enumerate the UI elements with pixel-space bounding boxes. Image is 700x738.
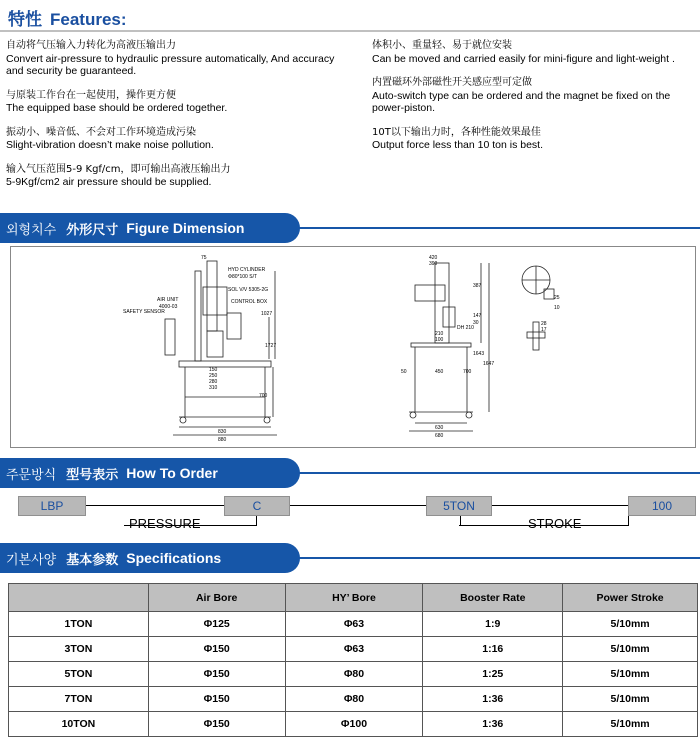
- section-title-zh: 型号表示: [66, 467, 119, 483]
- label-dim-680: 680: [435, 433, 444, 439]
- table-cell: Φ150: [148, 712, 285, 737]
- section-pill: [0, 543, 300, 573]
- table-cell: 5/10mm: [563, 612, 698, 637]
- code-capacity: 5TON: [426, 496, 492, 516]
- label-air-unit-no: 4000-03: [159, 304, 178, 310]
- table-row: [9, 612, 698, 637]
- label-dim-147: 147: [473, 313, 482, 319]
- label-stroke: STROKE: [528, 516, 582, 531]
- section-title-ko: 기본사양: [6, 552, 57, 568]
- label-dim-25: 25: [554, 295, 560, 301]
- table-cell: 5TON: [9, 662, 149, 687]
- code-series: LBP: [18, 496, 86, 516]
- feature-item: [372, 40, 692, 65]
- section-title-en: How To Order: [126, 465, 218, 481]
- code-stroke: 100: [628, 496, 696, 516]
- label-dim-150: 150: [209, 367, 218, 373]
- label-dim-17: 17: [541, 327, 547, 333]
- label-dim-450: 450: [435, 369, 444, 375]
- table-row: [9, 687, 698, 712]
- header-cell: Air Bore: [148, 584, 285, 612]
- table-cell: 3TON: [9, 637, 149, 662]
- table-cell: Φ150: [148, 637, 285, 662]
- feature-zh: 体积小、重量轻、易于就位安装: [372, 40, 512, 51]
- label-dim-1647: 1647: [483, 361, 495, 367]
- feature-en: 5-9Kgf/cm2 air pressure should be supplied.: [6, 176, 212, 188]
- front-cylinder: [207, 261, 217, 331]
- label-air-unit: AIR UNIT: [157, 297, 179, 303]
- order-code-row: [0, 496, 700, 536]
- code-connector: [290, 505, 426, 506]
- table-row: [9, 662, 698, 687]
- features-title-zh: 特性: [8, 10, 42, 30]
- features-heading: [8, 5, 127, 29]
- feature-zh: 输入气压范围5-9 Kgf/cm，即可输出高液压输出力: [6, 163, 231, 175]
- dimension-drawing-svg: [11, 247, 697, 449]
- header-cell: [9, 584, 149, 612]
- label-dim-1727: 1727: [265, 343, 277, 349]
- feature-en: Can be moved and carried easily for mini-figure and light-weight .: [372, 52, 675, 65]
- feature-item: [6, 164, 351, 189]
- feature-item: [6, 90, 351, 115]
- label-dim-280: 280: [209, 379, 218, 385]
- feature-en: The equipped base should be ordered together.: [6, 102, 228, 114]
- table-cell: Φ125: [148, 612, 285, 637]
- feature-zh: 自动将气压输入力转化为高液压输出力: [6, 40, 176, 51]
- section-rule: [290, 472, 700, 474]
- header-cell: HY’ Bore: [285, 584, 423, 612]
- section-title-ko: 주문방식: [6, 467, 57, 483]
- feature-item: [372, 77, 692, 115]
- table-cell: Φ100: [285, 712, 423, 737]
- table-cell: 5/10mm: [563, 662, 698, 687]
- label-hyd-spec: Φ80*100 S/T: [228, 274, 258, 280]
- section-rule: [290, 227, 700, 229]
- table-cell: 1:36: [423, 712, 563, 737]
- front-control-box: [227, 313, 241, 339]
- front-column: [195, 271, 201, 361]
- table-header-row: [9, 584, 698, 612]
- label-dim-50: 50: [401, 369, 407, 375]
- label-dh-210: DH 210: [457, 325, 474, 331]
- label-dim-100: 100: [435, 337, 444, 343]
- stroke-pointer-right: [628, 516, 629, 526]
- front-caster-right: [264, 417, 270, 423]
- section-title-zh: 基本参数: [66, 552, 119, 568]
- label-dim-250: 250: [209, 373, 218, 379]
- side-caster-left: [410, 412, 416, 418]
- table-cell: 1:16: [423, 637, 563, 662]
- detail-pin: [533, 322, 539, 350]
- section-pill: [0, 213, 300, 243]
- section-title-en: Figure Dimension: [126, 220, 245, 236]
- section-title-en: Specifications: [126, 550, 222, 566]
- label-safety-sensor: SAFETY SENSOR: [123, 309, 165, 315]
- label-dim-700: 700: [259, 393, 268, 399]
- features-right-column: [372, 40, 692, 164]
- feature-item: [372, 127, 692, 152]
- table-row: [9, 637, 698, 662]
- side-caster-right: [466, 412, 472, 418]
- table-cell: Φ63: [285, 637, 423, 662]
- features-title-en: Features:: [50, 10, 127, 29]
- feature-zh: 振动小、噪音低、不会对工作环境造成污染: [6, 126, 196, 138]
- header-cell: Booster Rate: [423, 584, 563, 612]
- feature-zh: 与原装工作台在一起使用，操作更方便: [6, 89, 176, 101]
- features-left-column: [6, 40, 351, 201]
- label-dim-390: 390: [429, 261, 438, 267]
- label-dim-28: 28: [541, 321, 547, 327]
- table-cell: Φ63: [285, 612, 423, 637]
- label-hyd-cylinder: HYD CYLINDER: [228, 267, 266, 273]
- front-air-unit: [165, 319, 175, 355]
- code-connector: [86, 505, 224, 506]
- table-cell: Φ80: [285, 662, 423, 687]
- label-dim-30: 30: [473, 320, 479, 326]
- table-cell: 5/10mm: [563, 637, 698, 662]
- features-divider: [0, 30, 700, 32]
- label-dim-210: 210: [435, 331, 444, 337]
- label-dim-700b: 700: [463, 369, 472, 375]
- figure-dimension-section-bar: [0, 213, 700, 243]
- specifications-table: [8, 583, 698, 737]
- header-cell: Power Stroke: [563, 584, 698, 612]
- feature-zh: 10T以下输出力时，各种性能效果最佳: [372, 126, 541, 138]
- table-cell: 1:9: [423, 612, 563, 637]
- table-cell: 1TON: [9, 612, 149, 637]
- label-dim-830: 830: [218, 429, 227, 435]
- section-pill: [0, 458, 300, 488]
- section-title-ko: 외형치수: [6, 222, 57, 238]
- label-dim-310: 310: [209, 385, 218, 391]
- label-control-box: CONTROL BOX: [231, 299, 268, 305]
- front-table-top: [179, 361, 271, 367]
- table-cell: 10TON: [9, 712, 149, 737]
- front-caster-left: [180, 417, 186, 423]
- feature-zh: 内置磁环外部磁性开关感应型可定做: [372, 77, 532, 88]
- dimension-drawing: [10, 246, 696, 448]
- side-head: [415, 285, 445, 301]
- label-dim-420: 420: [429, 255, 438, 261]
- how-to-order-section-bar: [0, 458, 700, 488]
- table-cell: Φ80: [285, 687, 423, 712]
- front-press-head: [207, 331, 223, 357]
- feature-item: [6, 40, 351, 78]
- label-dim-1027: 1027: [261, 311, 273, 317]
- label-dim-387: 387: [473, 283, 482, 289]
- feature-en: Output force less than 10 ton is best.: [372, 139, 544, 151]
- section-title-zh: 外形尺寸: [66, 222, 119, 238]
- label-pressure: PRESSURE: [129, 516, 201, 531]
- section-rule: [290, 557, 700, 559]
- feature-en: Convert air-pressure to hydraulic pressure automatically, And accuracy and security be guaranteed.: [6, 52, 335, 77]
- label-dim-630: 630: [435, 425, 444, 431]
- table-cell: 1:36: [423, 687, 563, 712]
- label-dim-75: 75: [201, 255, 207, 261]
- code-type: C: [224, 496, 290, 516]
- specifications-section-bar: [0, 543, 700, 573]
- feature-item: [6, 127, 351, 152]
- table-cell: 5/10mm: [563, 712, 698, 737]
- feature-en: Auto-switch type can be ordered and the magnet be fixed on the power-piston.: [372, 89, 671, 114]
- table-cell: 1:25: [423, 662, 563, 687]
- label-dim-1643: 1643: [473, 351, 485, 357]
- table-row: [9, 712, 698, 737]
- label-dim-10: 10: [554, 305, 560, 311]
- table-cell: Φ150: [148, 662, 285, 687]
- code-connector: [492, 505, 628, 506]
- table-cell: Φ150: [148, 687, 285, 712]
- side-table-top: [411, 343, 471, 347]
- table-cell: 7TON: [9, 687, 149, 712]
- table-cell: 5/10mm: [563, 687, 698, 712]
- feature-en: Slight-vibration doesn’t make noise pollution.: [6, 139, 214, 151]
- label-dim-880: 880: [218, 437, 227, 443]
- label-sol: SOL V/V 5305-2G: [228, 287, 269, 293]
